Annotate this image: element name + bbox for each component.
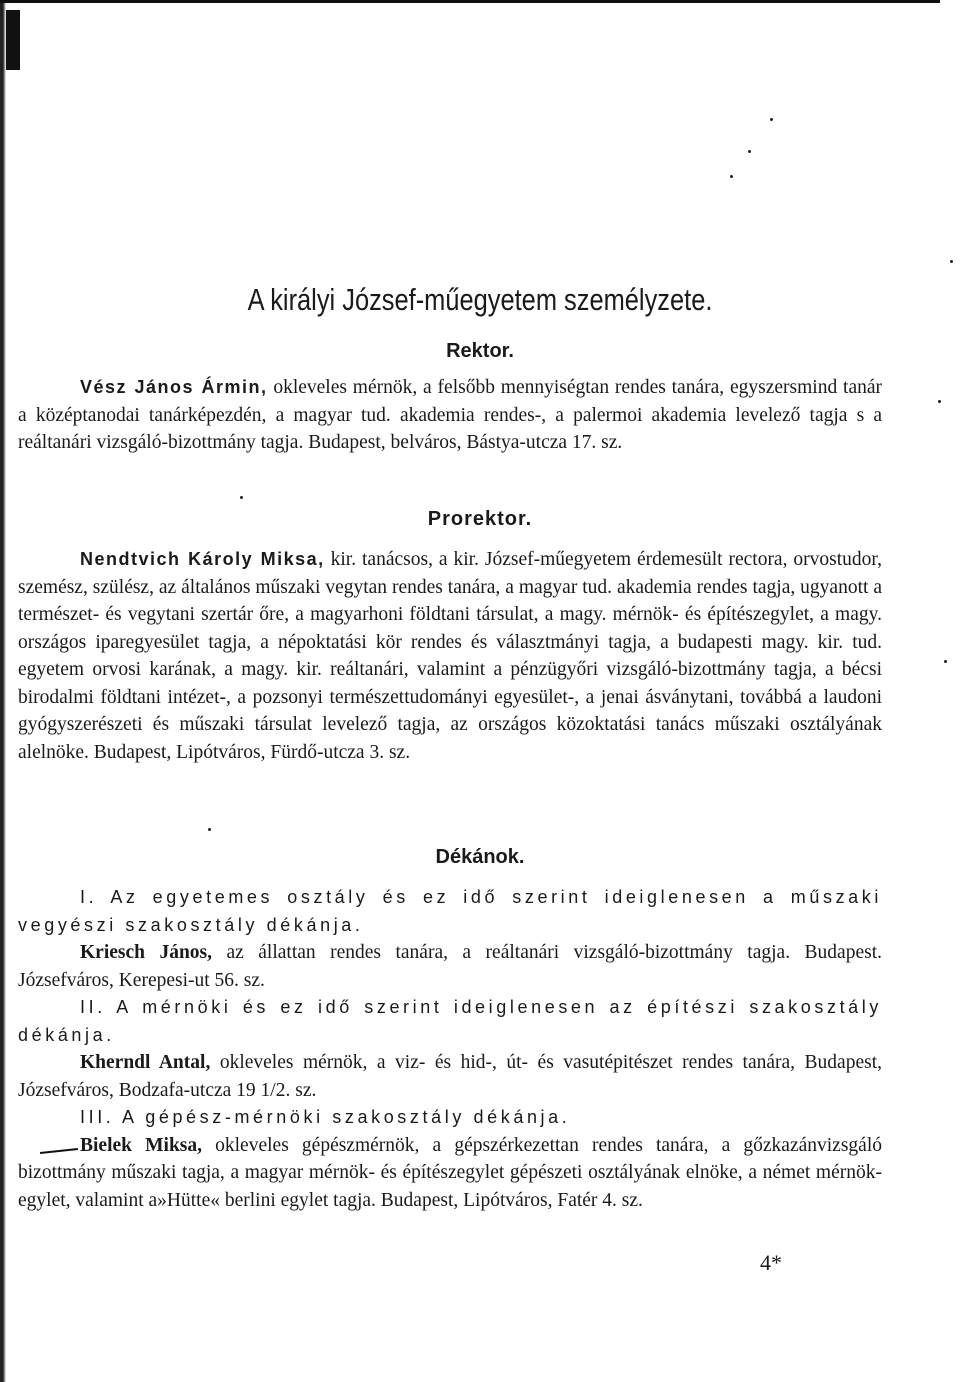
page-number: 4* bbox=[760, 1250, 782, 1275]
dekanok-section-1 bbox=[18, 884, 882, 1214]
dekan-label-3: III. A gépész-mérnöki szakosztály dékánja. bbox=[80, 1107, 571, 1127]
page-title: A királyi József-műegyetem személyzete. bbox=[247, 282, 713, 317]
scan-speck bbox=[950, 260, 953, 263]
scan-speck bbox=[944, 660, 947, 663]
scan-speck bbox=[938, 400, 941, 403]
rektor-text: okleveles mérnök, a felsőbb mennyiségtan rendes tanára, egyszersmind tanár a középtanodai tanárképezdén, a magyar tud. akademia rendes-, a palermoi akademia levelező tagja s a reáltanári vizsgáló-bizottmány tagja. Budapest, belváros, Bástya-utcza 17. sz. bbox=[18, 377, 882, 453]
rektor-heading: Rektor. bbox=[446, 340, 514, 362]
prorektor-text: kir. tanácsos, a kir. József-műegyetem érdemesült rectora, orvostudor, szemész, szülész, az általános műszaki vegytan rendes tanára, a magyar tud. akademia rendes tagja, ugyanott a természet- és vegytani szertár őre, a magyarhoni földtani társulat, a magy. mérnök- és építészegylet, a magy. országos iparegyesület tagja, a népoktatási kör rendes és választmányi tagja, a budapesti magy. kir. tud. egyetem orvosi karának, a magy. kir. reáltanári, valamint a pénzügyőri vizsgáló-bizottmány tagja, a bécsi birodalmi földtani intézet-, a pozsonyi természettudományi egyesület-, a jenai ásványtani, továbbá a laudoni gyógyszerészeti és műszaki társulat levelező tagja, az országos közoktatási tanács műszaki osztályának alelnöke. Budapest, Lipótváros, Fürdő-utcza 3. sz. bbox=[18, 549, 882, 763]
prorektor-heading: Prorektor. bbox=[427, 508, 533, 530]
scan-top-edge bbox=[0, 0, 940, 13]
rektor-name: Vész János Ármin, bbox=[80, 377, 268, 397]
dekan-name-1: Kriesch János, bbox=[80, 942, 213, 963]
prorektor-name: Nendtvich Károly Miksa, bbox=[80, 549, 325, 569]
scan-speck bbox=[748, 150, 751, 153]
dekan-name-3: Bielek Miksa, bbox=[80, 1134, 203, 1156]
rektor-entry bbox=[18, 374, 882, 457]
dekanok-heading: Dékánok. bbox=[435, 846, 525, 868]
dekan-text-2: okleveles mérnök, a viz- és hid-, út- és vasutépitészet rendes tanára, Budapest, Józsefváros, Bodzafa-utcza 19 1/2. sz. bbox=[18, 1052, 883, 1101]
scan-speck bbox=[240, 496, 243, 499]
dekan-label-1: I. Az egyetemes osztály és ez idő szerint ideiglenesen a műszaki vegyészi szakosztály dékánja. bbox=[18, 887, 882, 935]
scan-speck bbox=[770, 118, 773, 121]
scan-speck bbox=[730, 175, 733, 178]
dekan-text-3: okleveles gépészmérnök, a gépszérkezettan rendes tanára, a gőzkazánvizsgáló bizottmány műszaki tagja, a magyar mérnök- és építészegylet gépészeti osztályának elnöke, a német mérnök-egylet, valamint a»Hütte« berlini egylet tagja. Budapest, Lipótváros, Fatér 4. sz. bbox=[18, 1134, 882, 1211]
prorektor-entry bbox=[18, 546, 882, 766]
dekan-label-2: II. A mérnöki és ez idő szerint ideiglenesen az építészi szakosztály dékánja. bbox=[18, 997, 882, 1045]
scan-speck bbox=[208, 828, 211, 831]
scan-corner-mark bbox=[6, 10, 20, 70]
dekan-text-1: az állattan rendes tanára, a reáltanári vizsgáló-bizottmány tagja. Budapest. Józsefváros, Kerepesi-ut 56. sz. bbox=[18, 942, 882, 991]
dekan-name-2: Kherndl Antal, bbox=[80, 1052, 211, 1073]
